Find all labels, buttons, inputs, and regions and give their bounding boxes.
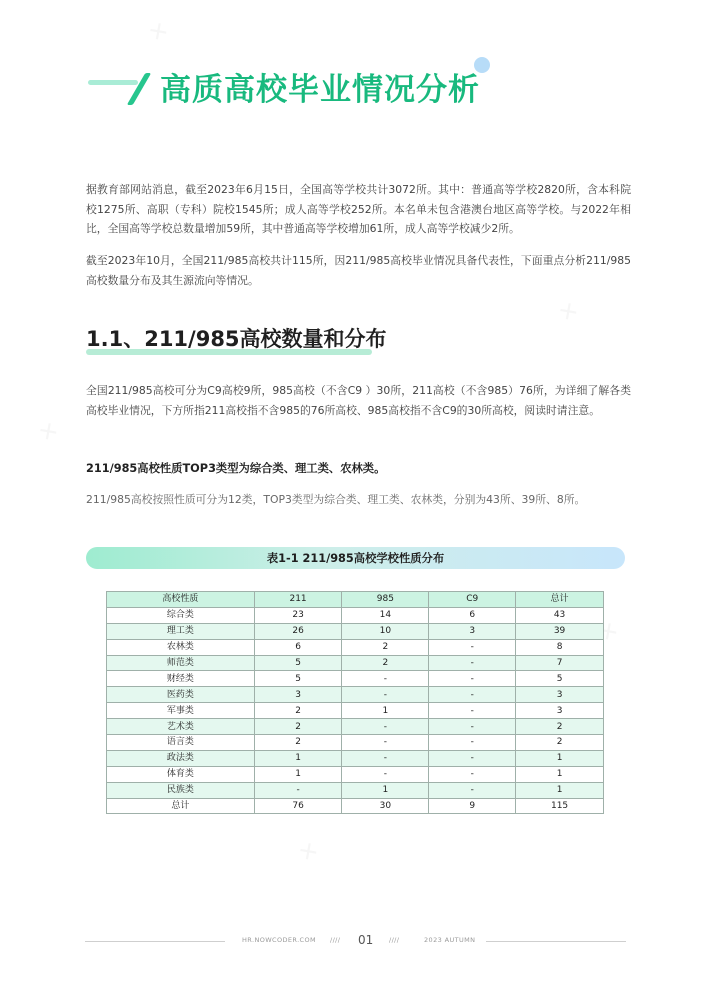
table-row — [107, 639, 604, 655]
subsection-heading-block — [86, 323, 387, 353]
table-cell: - — [342, 766, 429, 782]
table-cell: 76 — [254, 798, 342, 814]
footer-site: HR.NOWCODER.COM — [242, 936, 317, 944]
footer-separator-right: //// — [389, 936, 400, 944]
table-cell: 1 — [254, 750, 342, 766]
table-cell: - — [342, 719, 429, 735]
table-cell: - — [429, 671, 516, 687]
table-cell: 39 — [516, 623, 604, 639]
table-header-cell: 211 — [254, 592, 342, 608]
table-header-cell: C9 — [429, 592, 516, 608]
table-cell: 1 — [516, 782, 604, 798]
watermark-logo: ✕ — [554, 296, 584, 329]
table-cell: 3 — [516, 687, 604, 703]
table-row-label: 医药类 — [107, 687, 255, 703]
table-cell: 23 — [254, 607, 342, 623]
table-cell: - — [429, 735, 516, 751]
table-row — [107, 671, 604, 687]
table-cell: 2 — [254, 735, 342, 751]
table-cell: - — [342, 687, 429, 703]
school-type-table — [106, 591, 604, 814]
table-cell: 14 — [342, 607, 429, 623]
bold-finding-heading: 211/985高校性质TOP3类型为综合类、理工类、农林类。 — [86, 462, 386, 475]
table-cell: - — [342, 750, 429, 766]
watermark-logo: ✕ — [34, 416, 64, 449]
table-cell: 2 — [342, 655, 429, 671]
table-cell: 6 — [429, 607, 516, 623]
table-cell: - — [342, 671, 429, 687]
table-cell: 1 — [342, 782, 429, 798]
table-header-cell: 985 — [342, 592, 429, 608]
table-caption-bar — [86, 547, 625, 569]
table-row — [107, 735, 604, 751]
table-row — [107, 766, 604, 782]
page-title: 高质高校毕业情况分析 — [160, 72, 480, 108]
table-cell: - — [429, 766, 516, 782]
table-row-label: 体育类 — [107, 766, 255, 782]
table-cell: - — [429, 719, 516, 735]
table-cell: 2 — [342, 639, 429, 655]
watermark-logo: ✕ — [144, 16, 174, 49]
table-row-label: 艺术类 — [107, 719, 255, 735]
table-row-label: 总计 — [107, 798, 255, 814]
table-cell: 1 — [342, 703, 429, 719]
table-row-label: 军事类 — [107, 703, 255, 719]
footer-rule-right — [486, 941, 626, 942]
table-row — [107, 703, 604, 719]
table-cell: - — [429, 687, 516, 703]
table-row-label: 语言类 — [107, 735, 255, 751]
table-row-label: 农林类 — [107, 639, 255, 655]
finding-paragraph: 211/985高校按照性质可分为12类，TOP3类型为综合类、理工类、农林类，分别为43所、39所、8所。 — [86, 493, 586, 506]
table-row-label: 理工类 — [107, 623, 255, 639]
table-row-label: 财经类 — [107, 671, 255, 687]
table-cell: 2 — [254, 703, 342, 719]
footer-separator-left: //// — [330, 936, 341, 944]
table-row — [107, 607, 604, 623]
table-cell: 43 — [516, 607, 604, 623]
table-cell: 115 — [516, 798, 604, 814]
table-cell: 5 — [516, 671, 604, 687]
table-row — [107, 750, 604, 766]
table-cell: 2 — [516, 719, 604, 735]
subsection-heading: 1.1、211/985高校数量和分布 — [86, 327, 387, 351]
table-cell: 26 — [254, 623, 342, 639]
table-cell: 2 — [254, 719, 342, 735]
table-row — [107, 782, 604, 798]
table-row-label: 综合类 — [107, 607, 255, 623]
table-cell: 5 — [254, 655, 342, 671]
table-cell: 7 — [516, 655, 604, 671]
table-cell: - — [254, 782, 342, 798]
table-cell: - — [429, 782, 516, 798]
table-header-cell: 总计 — [516, 592, 604, 608]
table-cell: 6 — [254, 639, 342, 655]
subsection-paragraph: 全国211/985高校可分为C9高校9所，985高校（不含C9 ）30所，211高校（不含985）76所，为详细了解各类高校毕业情况，下方所指211高校指不含985的76所高校、985高校指不含C9的30所高校，阅读时请注意。 — [86, 384, 631, 417]
table-cell: 3 — [516, 703, 604, 719]
table-cell: 3 — [254, 687, 342, 703]
page-footer — [0, 934, 710, 948]
table-cell: 3 — [429, 623, 516, 639]
table-row — [107, 655, 604, 671]
table-cell: - — [342, 735, 429, 751]
table-cell: 2 — [516, 735, 604, 751]
watermark-logo: ✕ — [594, 616, 624, 649]
table-header-cell: 高校性质 — [107, 592, 255, 608]
table-row — [107, 719, 604, 735]
intro-paragraph-2: 截至2023年10月，全国211/985高校共计115所，因211/985高校毕业情况具备代表性，下面重点分析211/985高校数量分布及其生源流向等情况。 — [86, 254, 631, 287]
table-cell: 5 — [254, 671, 342, 687]
table-row-label: 师范类 — [107, 655, 255, 671]
table-row — [107, 687, 604, 703]
title-decoration-bar — [88, 80, 138, 85]
table-row-label: 政法类 — [107, 750, 255, 766]
table-cell: - — [429, 750, 516, 766]
table-row — [107, 798, 604, 814]
table-cell: 8 — [516, 639, 604, 655]
table-cell: - — [429, 639, 516, 655]
footer-season: 2023 AUTUMN — [424, 936, 476, 944]
table-cell: 10 — [342, 623, 429, 639]
table-row — [107, 623, 604, 639]
table-header-row — [107, 592, 604, 608]
intro-paragraph-1: 据教育部网站消息，截至2023年6月15日，全国高等学校共计3072所。其中：普通高等学校2820所，含本科院校1275所、高职（专科）院校1545所；成人高等学校252所。本名单未包含港澳台地区高等学校。与2022年相比，全国高等学校总数量增加59所，其中普通高等学校增加61所，成人高等学校减少2所。 — [86, 183, 631, 235]
table-row-label: 民族类 — [107, 782, 255, 798]
table-cell: 1 — [516, 750, 604, 766]
page-number: 01 — [358, 933, 374, 947]
footer-rule-left — [85, 941, 225, 942]
table-cell: - — [429, 655, 516, 671]
table-caption: 表1-1 211/985高校学校性质分布 — [266, 552, 445, 565]
table-cell: - — [429, 703, 516, 719]
title-decoration-slash — [127, 73, 151, 105]
table-cell: 1 — [516, 766, 604, 782]
table-cell: 9 — [429, 798, 516, 814]
table-cell: 30 — [342, 798, 429, 814]
watermark-logo: ✕ — [294, 836, 324, 869]
table-cell: 1 — [254, 766, 342, 782]
